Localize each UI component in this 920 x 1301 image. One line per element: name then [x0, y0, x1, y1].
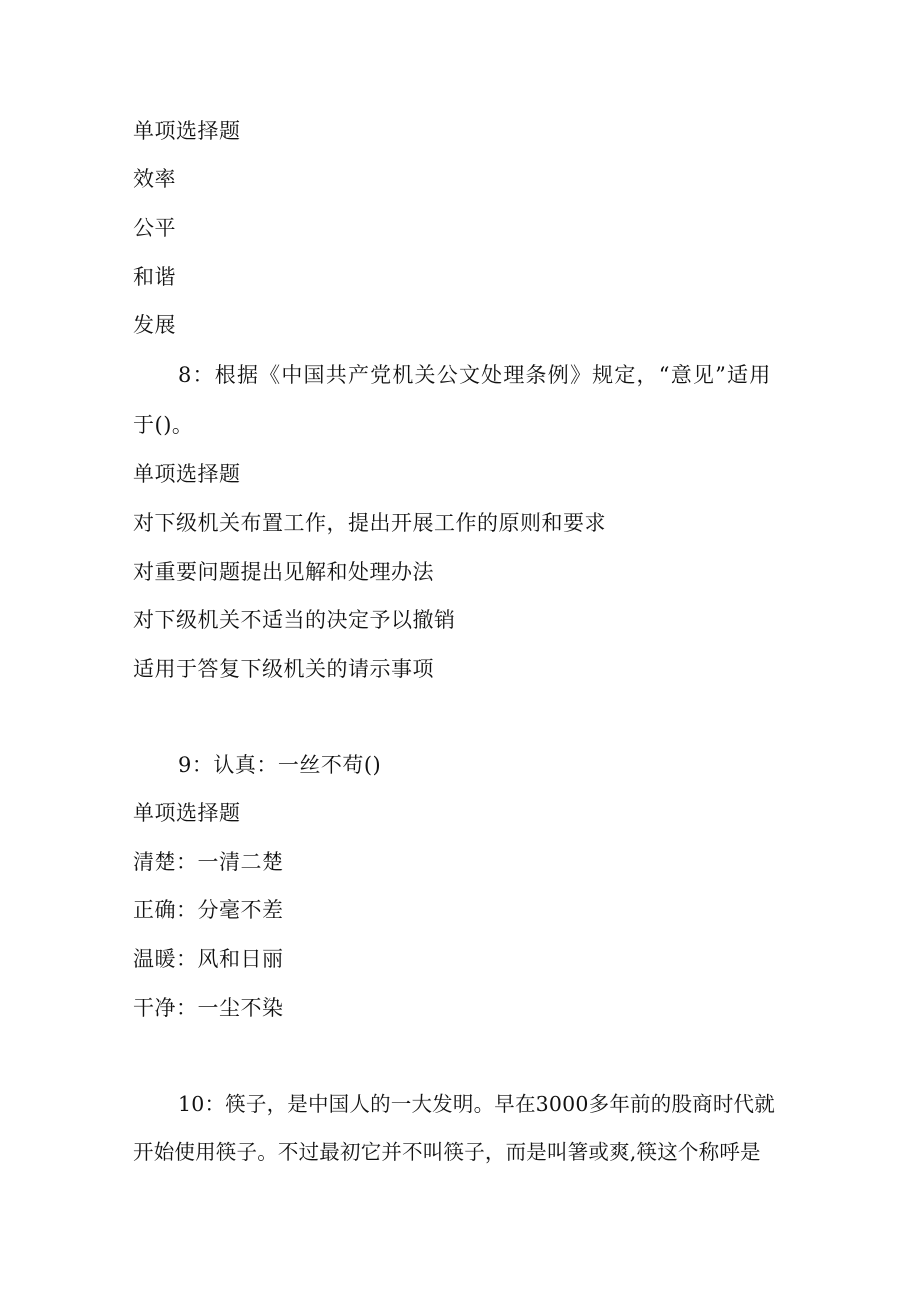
question-type-label: 单项选择题 [133, 801, 241, 825]
question-8-stem-line1: 8：根据《中国共产党机关公文处理条例》规定，“意见”适用 [178, 363, 772, 387]
option-a: 效率 [133, 167, 176, 191]
option-c: 温暖：风和日丽 [133, 947, 284, 971]
option-a: 对下级机关布置工作，提出开展工作的原则和要求 [133, 511, 606, 535]
option-b: 正确：分毫不差 [133, 898, 284, 922]
question-type-label: 单项选择题 [133, 462, 241, 486]
question-9-stem: 9：认真：一丝不苟() [178, 753, 382, 777]
question-10-stem-line2: 开始使用筷子。不过最初它并不叫筷子，而是叫箸或爽,筷这个称呼是 [133, 1140, 761, 1164]
option-d: 干净：一尘不染 [133, 996, 284, 1020]
question-10-stem-line1: 10：筷子，是中国人的一大发明。早在3000多年前的股商时代就 [178, 1092, 775, 1116]
option-c: 和谐 [133, 265, 176, 289]
option-b: 公平 [133, 216, 176, 240]
option-d: 发展 [133, 313, 176, 337]
question-8-stem-line2: 于()。 [133, 413, 194, 437]
option-c: 对下级机关不适当的决定予以撤销 [133, 608, 456, 632]
option-a: 清楚：一清二楚 [133, 850, 284, 874]
question-type-label: 单项选择题 [133, 119, 241, 143]
option-d: 适用于答复下级机关的请示事项 [133, 657, 434, 681]
option-b: 对重要问题提出见解和处理办法 [133, 560, 434, 584]
